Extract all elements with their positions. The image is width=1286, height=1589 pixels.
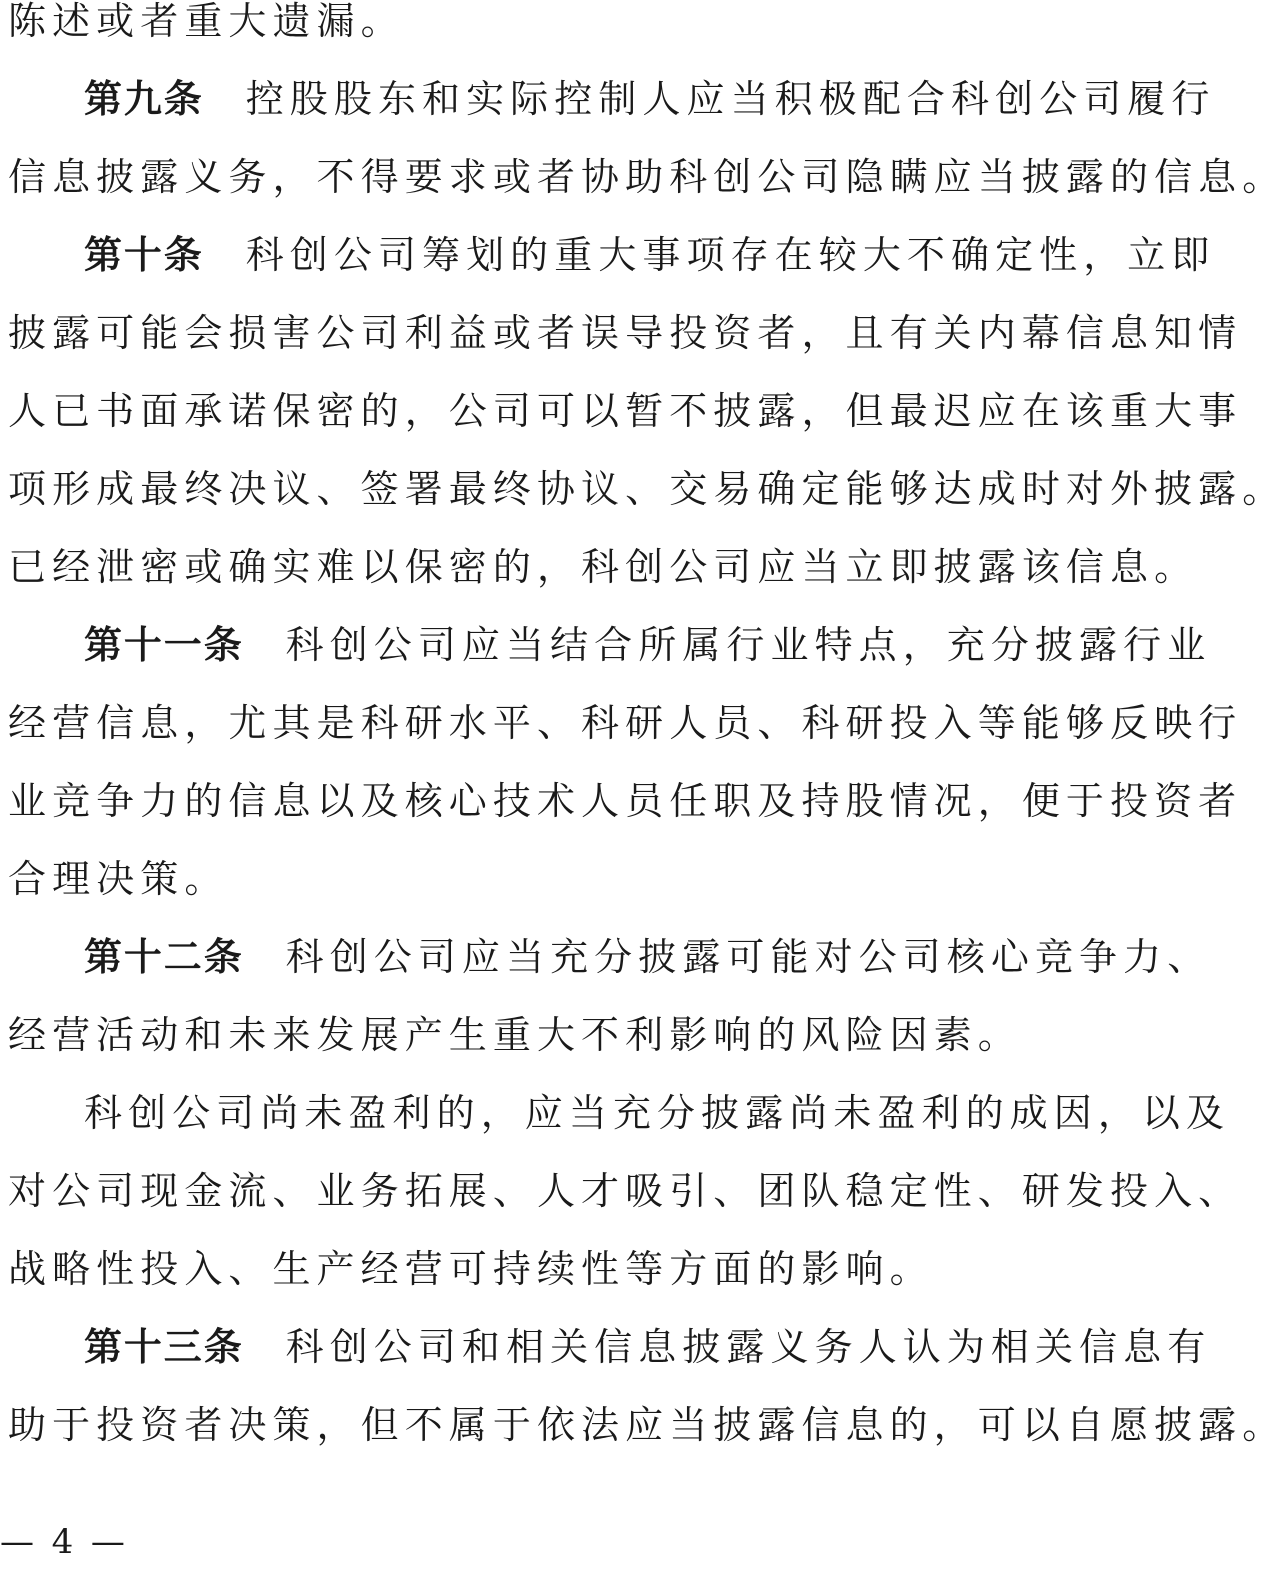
text-line: 已经泄密或确实难以保密的，科创公司应当立即披露该信息。 bbox=[8, 545, 1199, 589]
paragraph-first-line: 科创公司尚未盈利的，应当充分披露尚未盈利的成因，以及 bbox=[84, 1091, 1231, 1135]
article-heading: 第十三条 bbox=[84, 1325, 244, 1369]
text-line: 合理决策。 bbox=[8, 857, 229, 901]
text-line: 人已书面承诺保密的，公司可以暂不披露，但最迟应在该重大事 bbox=[8, 389, 1243, 433]
text-line: 披露可能会损害公司利益或者误导投资者，且有关内幕信息知情 bbox=[8, 311, 1243, 355]
page-number: — 4 — bbox=[0, 1522, 129, 1562]
document-body bbox=[8, 0, 1286, 1464]
text-line: 项形成最终决议、签署最终协议、交易确定能够达成时对外披露。 bbox=[8, 467, 1286, 511]
text-line: 战略性投入、生产经营可持续性等方面的影响。 bbox=[8, 1247, 934, 1291]
text-line: 业竞争力的信息以及核心技术人员任职及持股情况，便于投资者 bbox=[8, 779, 1243, 823]
text-line: 经营活动和未来发展产生重大不利影响的风险因素。 bbox=[8, 1013, 1022, 1057]
article-12-line: 第十二条 科创公司应当充分披露可能对公司核心竞争力、 bbox=[84, 935, 1212, 979]
article-9-line: 第九条 控股股东和实际控制人应当积极配合科创公司履行 bbox=[84, 77, 1216, 121]
text-line: 对公司现金流、业务拓展、人才吸引、团队稳定性、研发投入、 bbox=[8, 1169, 1243, 1213]
article-heading: 第十条 bbox=[84, 233, 204, 277]
text-line: 信息披露义务，不得要求或者协助科创公司隐瞒应当披露的信息。 bbox=[8, 155, 1286, 199]
text-line: 陈述或者重大遗漏。 bbox=[8, 0, 405, 43]
text-line: 助于投资者决策，但不属于依法应当披露信息的，可以自愿披露。 bbox=[8, 1403, 1286, 1447]
article-heading: 第十二条 bbox=[84, 935, 244, 979]
article-heading: 第九条 bbox=[84, 77, 204, 121]
article-11-line: 第十一条 科创公司应当结合所属行业特点，充分披露行业 bbox=[84, 623, 1212, 667]
article-heading: 第十一条 bbox=[84, 623, 244, 667]
article-13-line: 第十三条 科创公司和相关信息披露义务人认为相关信息有 bbox=[84, 1325, 1212, 1369]
text-line: 经营信息，尤其是科研水平、科研人员、科研投入等能够反映行 bbox=[8, 701, 1243, 745]
article-10-line: 第十条 科创公司筹划的重大事项存在较大不确定性，立即 bbox=[84, 233, 1216, 277]
